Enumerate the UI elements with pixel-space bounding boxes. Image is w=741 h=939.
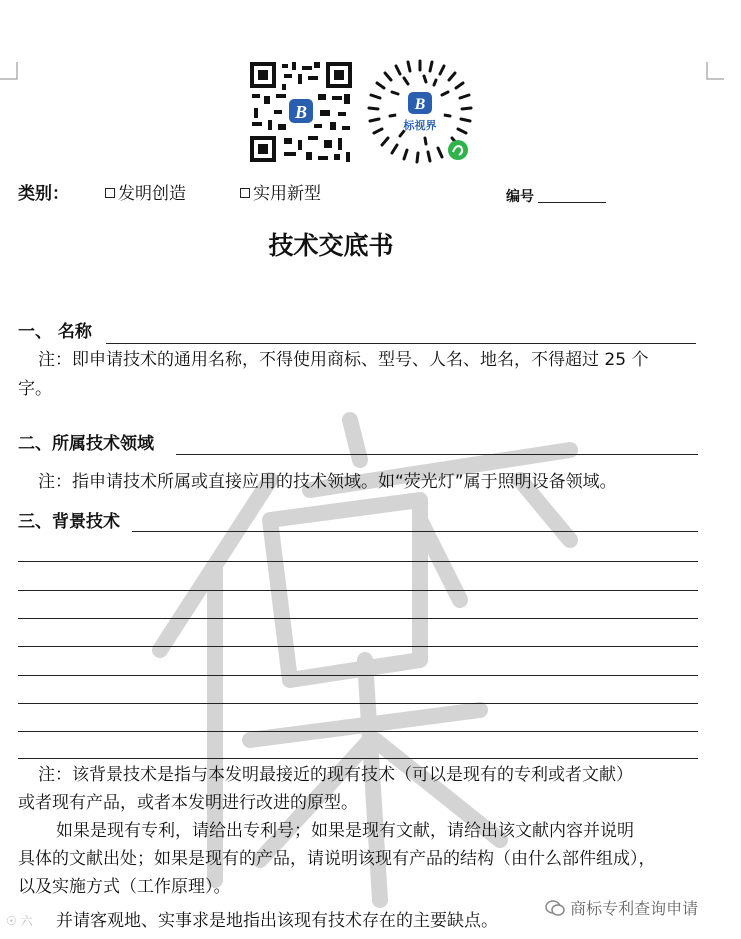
background-line[interactable] — [132, 531, 698, 532]
document-title: 技术交底书 — [268, 231, 394, 260]
section-name-label: 一、 名称 — [18, 322, 92, 342]
mini-program-name: 标视界 — [403, 119, 437, 132]
background-note-line: 并请客观地、实事求是地指出该现有技术存在的主要缺点。 — [56, 911, 498, 931]
invention-checkbox[interactable] — [105, 188, 115, 198]
page-corner-mark — [0, 62, 18, 80]
field-note: 注：指申请技术所属或直接应用的技术领域。如“荧光灯”属于照明设备领域。 — [38, 472, 617, 492]
wechat-account-watermark — [545, 896, 698, 919]
page-corner-mark — [706, 62, 724, 80]
background-line[interactable] — [18, 646, 698, 647]
corner-watermark — [6, 912, 33, 929]
section-field-label: 二、所属技术领域 — [18, 434, 154, 454]
option-invention-label: 发明创造 — [118, 184, 186, 204]
background-line[interactable] — [18, 758, 698, 759]
number-field[interactable] — [538, 202, 606, 203]
name-field[interactable] — [106, 343, 696, 344]
option-invention[interactable] — [105, 183, 186, 205]
option-utility[interactable] — [240, 183, 321, 205]
name-note: 注：即申请技术的通用名称，不得使用商标、型号、人名、地名，不得超过 25 个 — [38, 350, 649, 370]
name-note-continued: 字。 — [18, 379, 52, 399]
background-line[interactable] — [18, 731, 698, 732]
background-note-line: 以及实施方式（工作原理）。 — [18, 877, 231, 897]
background-line[interactable] — [18, 703, 698, 704]
corner-watermark-icon: ☉ — [6, 914, 17, 928]
background-note-line: 具体的文献出处；如果是现有的产品，请说明该现有产品的结构（由什么部件组成）， — [18, 849, 656, 869]
background-note-line: 如果是现有专利，请给出专利号；如果是现有文献，请给出该文献内容并说明 — [56, 821, 634, 841]
wechat-account-name: 商标专利查询申请 — [570, 899, 699, 918]
background-line[interactable] — [18, 618, 698, 619]
background-note-line: 或者现有产品，或者本发明进行改进的原型。 — [18, 793, 358, 813]
wechat-icon — [545, 900, 565, 916]
number-label: 编号 — [506, 189, 534, 205]
category-label: 类别： — [18, 184, 69, 204]
svg-text:B: B — [294, 102, 308, 122]
background-line[interactable] — [18, 675, 698, 676]
corner-watermark-text: 六 — [20, 914, 33, 928]
background-note-line: 注：该背景技术是指与本发明最接近的现有技术（可以是现有的专利或者文献） — [38, 765, 633, 785]
utility-checkbox[interactable] — [240, 188, 250, 198]
technical-field-input[interactable] — [176, 454, 698, 455]
background-line[interactable] — [18, 590, 698, 591]
mini-program-code — [366, 58, 474, 166]
background-line[interactable] — [18, 561, 698, 562]
qr-code — [248, 60, 354, 164]
section-background-label: 三、背景技术 — [18, 512, 120, 532]
option-utility-label: 实用新型 — [253, 184, 321, 204]
svg-text:B: B — [414, 96, 426, 113]
